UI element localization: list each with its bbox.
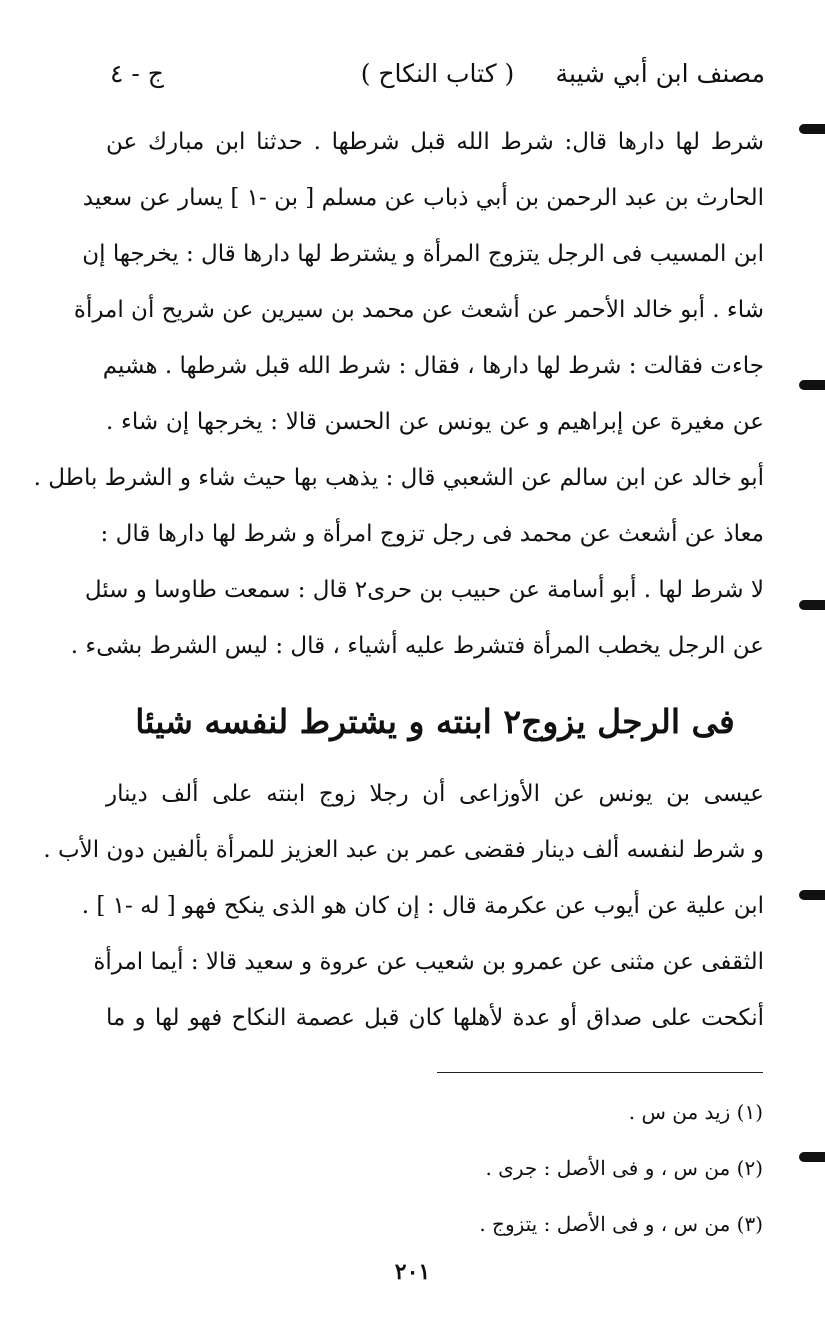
margin-mark bbox=[799, 890, 825, 900]
text-line: أنكحت على صداق أو عدة لأهلها كان قبل عصمة النكاح فهو لها و ما bbox=[106, 1005, 764, 1031]
section-heading: فى الرجل يزوج٢ ابنته و يشترط لنفسه شيئا bbox=[135, 702, 735, 741]
chapter-title: ( كتاب النكاح ) bbox=[360, 59, 515, 88]
text-line: معاذ عن أشعث عن محمد فى رجل تزوج امرأة و شرط لها دارها قال : bbox=[100, 521, 764, 547]
text-line: الثقفى عن مثنى عن عمرو بن شعيب عن عروة و سعيد قالا : أيما امرأة bbox=[93, 949, 764, 975]
text-line: و شرط لنفسه ألف دينار فقضى عمر بن عبد العزيز للمرأة بألفين دون الأب . bbox=[43, 837, 764, 863]
text-line: شاء . أبو خالد الأحمر عن أشعث عن محمد بن سيرين عن شريح أن امرأة bbox=[73, 297, 764, 323]
margin-mark bbox=[799, 124, 825, 134]
text-line: جاءت فقالت : شرط لها دارها ، فقال : شرط الله قبل شرطها . هشيم bbox=[102, 353, 764, 379]
page-number: ٢٠١ bbox=[394, 1259, 431, 1285]
footnote-3: (٣) من س ، و فى الأصل : يتزوج . bbox=[479, 1212, 763, 1236]
text-line: لا شرط لها . أبو أسامة عن حبيب بن حرى٢ قال : سمعت طاوسا و سئل bbox=[84, 577, 764, 603]
footnote-2: (٢) من س ، و فى الأصل : جرى . bbox=[485, 1156, 763, 1180]
text-line: عن الرجل يخطب المرأة فتشرط عليه أشياء ، قال : ليس الشرط بشىء . bbox=[70, 633, 764, 659]
text-line: أبو خالد عن ابن سالم عن الشعبي قال : يذهب بها حيث شاء و الشرط باطل . bbox=[33, 465, 764, 491]
running-head bbox=[110, 54, 765, 94]
text-line: شرط لها دارها قال: شرط الله قبل شرطها . حدثنا ابن مبارك عن bbox=[106, 129, 764, 155]
text-line: ابن علية عن أيوب عن عكرمة قال : إن كان هو الذى ينكح فهو [ له -١ ] . bbox=[81, 893, 764, 919]
text-line: عن مغيرة عن إبراهيم و عن يونس عن الحسن قالا : يخرجها إن شاء . bbox=[106, 409, 764, 435]
book-title: مصنف ابن أبي شيبة bbox=[555, 59, 765, 88]
text-line: الحارث بن عبد الرحمن بن أبي ذباب عن مسلم [ بن -١ ] يسار عن سعيد bbox=[82, 185, 764, 211]
footnote-separator bbox=[437, 1072, 763, 1073]
volume-number: ج - ٤ bbox=[110, 59, 164, 88]
text-line: عيسى بن يونس عن الأوزاعى أن رجلا زوج ابنته على ألف دينار bbox=[106, 781, 764, 807]
margin-mark bbox=[799, 380, 825, 390]
margin-mark bbox=[799, 600, 825, 610]
text-line: ابن المسيب فى الرجل يتزوج المرأة و يشترط لها دارها قال : يخرجها إن bbox=[82, 241, 764, 267]
footnote-1: (١) زيد من س . bbox=[628, 1100, 763, 1124]
margin-mark bbox=[799, 1152, 825, 1162]
